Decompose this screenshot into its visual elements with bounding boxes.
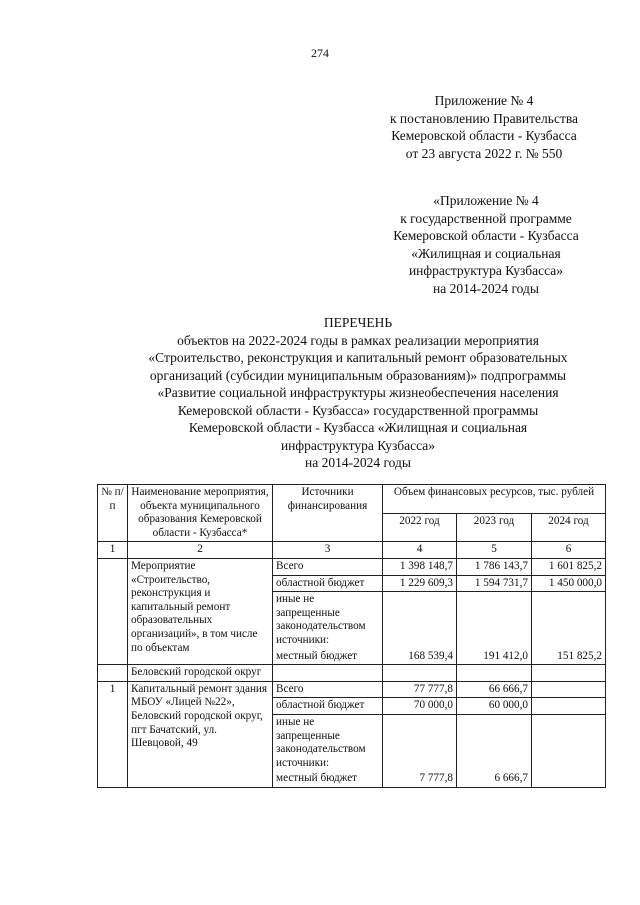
cell-num	[98, 558, 128, 664]
title-line: организаций (субсидии муниципальным образованиям)» подпрограммы	[149, 367, 567, 383]
appendix-line: Кемеровской области - Кузбасса	[393, 228, 579, 243]
value-cell: 66 666,7	[457, 681, 532, 698]
title-line: Кемеровской области - Кузбасса «Жилищная и социальная	[188, 420, 528, 435]
col-number: 1	[98, 542, 128, 559]
value-cell: 77 777,8	[383, 681, 457, 698]
column-numbers-row	[98, 542, 606, 559]
appendix-line: «Приложение № 4	[433, 193, 539, 208]
value-cell	[532, 714, 606, 771]
value-cell	[532, 698, 606, 715]
value-cell: 1 594 731,7	[457, 575, 532, 592]
empty-cell	[273, 665, 383, 682]
appendix-program-block	[330, 192, 640, 297]
value-cell	[457, 592, 532, 649]
value-cell: 70 000,0	[383, 698, 457, 715]
source-cell: областной бюджет	[273, 698, 383, 715]
value-cell: 1 601 825,2	[532, 558, 606, 575]
header-num: № п/п	[98, 485, 128, 542]
source-cell: Всего	[273, 558, 383, 575]
value-cell: 6 666,7	[457, 771, 532, 787]
empty-cell	[457, 665, 532, 682]
header-2024: 2024 год	[532, 513, 606, 542]
district-name: Беловский городской округ	[128, 665, 273, 682]
object-num: 1	[98, 681, 128, 787]
appendix-line: от 23 августа 2022 г. № 550	[405, 145, 563, 161]
source-cell: местный бюджет	[273, 771, 383, 787]
appendix-line: Кемеровской области - Кузбасса	[391, 128, 577, 143]
header-volume: Объем финансовых ресурсов, тыс. рублей	[383, 485, 606, 514]
header-2022: 2022 год	[383, 513, 457, 542]
title-line: «Развитие социальной инфраструктуры жизнеобеспечения населения	[157, 385, 559, 400]
appendix-line: к государственной программе	[400, 210, 572, 226]
source-cell: Всего	[273, 681, 383, 698]
value-cell	[383, 592, 457, 649]
title-line: объектов на 2022-2024 годы в рамках реализации мероприятия	[177, 332, 539, 348]
col-number: 3	[273, 542, 383, 559]
title-line: «Строительство, реконструкция и капитальный ремонт образовательных	[148, 350, 568, 365]
empty-cell	[532, 665, 606, 682]
value-cell	[532, 592, 606, 649]
title-line: инфраструктура Кузбасса»	[280, 437, 436, 453]
object-name: Капитальный ремонт здания МБОУ «Лицей №22», Беловский городской округ, пгт Бачатский, ул. Шевцовой, 49	[128, 681, 273, 787]
source-cell: иные не запрещенные законодательством источники:	[273, 592, 383, 649]
financing-table	[97, 484, 606, 788]
value-cell: 1 450 000,0	[532, 575, 606, 592]
district-row	[98, 665, 606, 682]
source-cell: иные не запрещенные законодательством источники:	[273, 714, 383, 771]
title-line: Кемеровской области - Кузбасса» государственной программы	[177, 402, 539, 418]
value-cell: 168 539,4	[383, 649, 457, 665]
page-number: 274	[311, 46, 329, 60]
header-2023: 2023 год	[457, 513, 532, 542]
cell-num	[98, 665, 128, 682]
value-cell: 1 398 148,7	[383, 558, 457, 575]
value-cell	[532, 771, 606, 787]
value-cell: 1 786 143,7	[457, 558, 532, 575]
col-number: 6	[532, 542, 606, 559]
header-name: Наименование мероприятия, объекта муниципального образования Кемеровской области - Кузбасса*	[128, 485, 273, 542]
source-cell: местный бюджет	[273, 649, 383, 665]
col-number: 5	[457, 542, 532, 559]
header-source: Источники финансирования	[273, 485, 383, 542]
value-cell	[457, 714, 532, 771]
title-heading: ПЕРЕЧЕНЬ	[323, 315, 393, 330]
source-cell: областной бюджет	[273, 575, 383, 592]
value-cell: 191 412,0	[457, 649, 532, 665]
appendix-line: к постановлению Правительства	[389, 110, 579, 126]
col-number: 4	[383, 542, 457, 559]
appendix-line: Приложение № 4	[434, 93, 534, 108]
col-number: 2	[128, 542, 273, 559]
appendix-line: инфраструктура Кузбасса»	[408, 263, 564, 278]
measure-name: Мероприятие «Строительство, реконструкция и капитальный ремонт образовательных организаций», в том числе по объектам	[128, 558, 273, 664]
value-cell: 60 000,0	[457, 698, 532, 715]
table-row	[98, 681, 606, 698]
appendix-line: на 2014-2024 годы	[433, 280, 539, 296]
header-row	[98, 485, 606, 514]
table-row	[98, 558, 606, 575]
value-cell: 7 777,8	[383, 771, 457, 787]
document-title	[98, 314, 618, 472]
value-cell: 151 825,2	[532, 649, 606, 665]
appendix-line: «Жилищная и социальная	[411, 245, 561, 261]
value-cell: 1 229 609,3	[383, 575, 457, 592]
value-cell	[532, 681, 606, 698]
appendix-resolution-block	[316, 92, 640, 162]
title-line: на 2014-2024 годы	[305, 455, 411, 470]
empty-cell	[383, 665, 457, 682]
value-cell	[383, 714, 457, 771]
